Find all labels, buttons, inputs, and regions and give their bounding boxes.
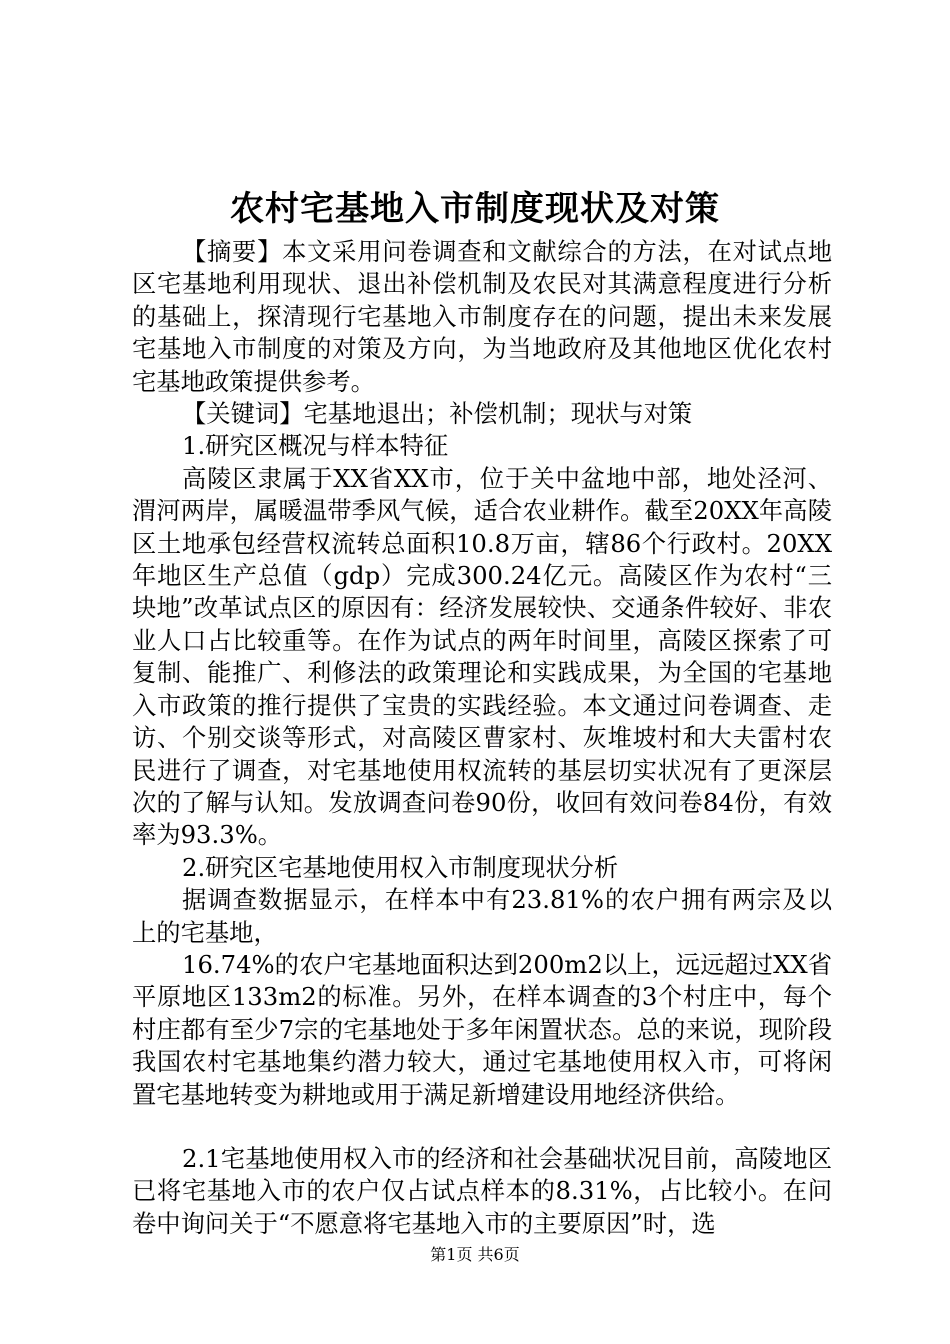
body-paragraph: 2.1宅基地使用权入市的经济和社会基础状况目前，高陵地区已将宅基地入市的农户仅占试点样本的8.31%，占比较小。在问卷中询问关于“不愿意将宅基地入市的主要原因”时，选	[132, 1143, 832, 1238]
abstract-paragraph: 【摘要】本文采用问卷调查和文献综合的方法，在对试点地区宅基地利用现状、退出补偿机制及农民对其满意程度进行分析的基础上，探清现行宅基地入市制度存在的问题，提出未来发展宅基地入市制度的对策及方向，为当地政府及其他地区优化农村宅基地政策提供参考。	[132, 237, 832, 396]
document-body	[132, 236, 832, 1240]
body-paragraph: 高陵区隶属于XX省XX市，位于关中盆地中部，地处泾河、渭河两岸，属暖温带季风气候，适合农业耕作。截至20XX年高陵区土地承包经营权流转总面积10.8万亩，辖86个行政村。20XX年地区生产总值（gdp）完成300.24亿元。高陵区作为农村“三块地”改革试点区的原因有：经济发展较快、交通条件较好、非农业人口占比较重等。在作为试点的两年时间里，高陵区探索了可复制、能推广、利修法的政策理论和实践成果，为全国的宅基地入市政策的推行提供了宝贵的实践经验。本文通过问卷调查、走访、个别交谈等形式，对高陵区曹家村、灰堆坡村和大夫雷村农民进行了调查，对宅基地使用权流转的基层切实状况有了更深层次的了解与认知。发放调查问卷90份，收回有效问卷84份，有效率为93.3%。	[132, 463, 832, 850]
section-heading-2: 2.研究区宅基地使用权入市制度现状分析	[182, 852, 619, 882]
body-paragraph: 16.74%的农户宅基地面积达到200m2以上，远远超过XX省平原地区133m2的标准。另外，在样本调查的3个村庄中，每个村庄都有至少7宗的宅基地处于多年闲置状态。总的来说，现阶段我国农村宅基地集约潜力较大，通过宅基地使用权入市，可将闲置宅基地转变为耕地或用于满足新增建设用地经济供给。	[132, 949, 832, 1109]
body-paragraph: 据调查数据显示，在样本中有23.81%的农户拥有两宗及以上的宅基地，	[132, 885, 832, 947]
page-footer: 第1页 共6页	[430, 1245, 520, 1264]
section-heading-1: 1.研究区概况与样本特征	[182, 431, 449, 461]
paragraph-spacer	[132, 1111, 832, 1143]
document-title: 农村宅基地入市制度现状及对策	[230, 189, 720, 229]
keywords-paragraph: 【关键词】宅基地退出；补偿机制；现状与对策	[182, 399, 693, 429]
